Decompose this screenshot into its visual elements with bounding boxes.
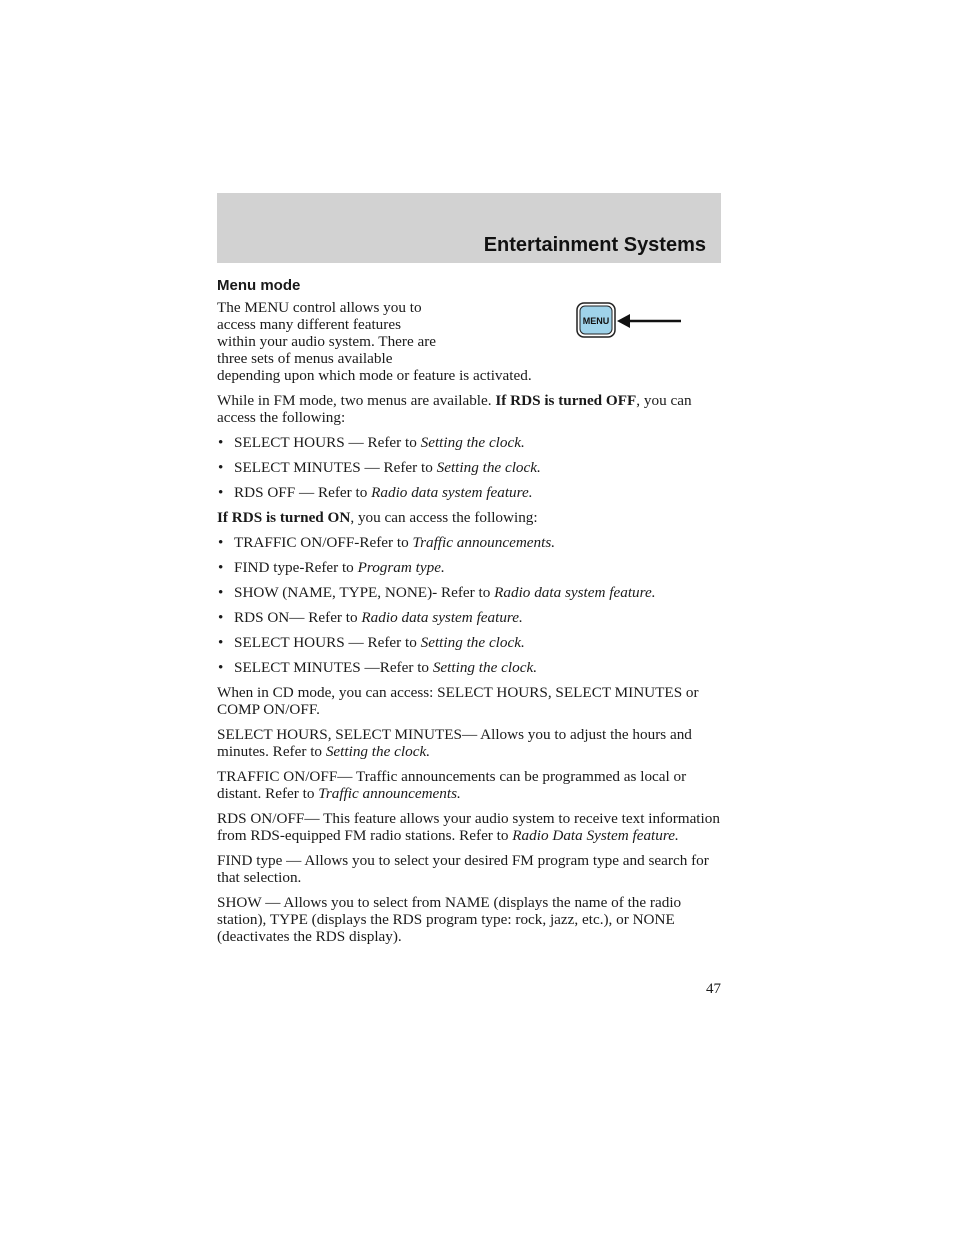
fm-mode-paragraph [217,392,721,426]
cross-reference: Setting the clock. [436,459,541,476]
intro-line: access many different features [217,316,401,333]
header-band [217,193,721,263]
cross-reference: Radio data system feature. [371,484,533,501]
rds-off-condition: If RDS is turned OFF [495,392,637,409]
intro-text [217,299,487,367]
page-content [217,276,721,953]
cross-reference: Setting the clock. [420,434,525,451]
menu-button-illustration [576,302,686,342]
fm-mode-text: While in FM mode, two menus are available. [217,392,496,409]
cross-reference: Radio Data System feature. [512,827,679,844]
intro-line: The MENU control allows you to [217,299,422,316]
find-type-paragraph: FIND type — Allows you to select your desired FM program type and search for that selection. [217,852,709,886]
list-item: • SELECT MINUTES —Refer to Setting the clock. [217,659,721,676]
rds-on-paragraph [217,509,721,526]
rds-onoff-paragraph: RDS ON/OFF— This feature allows your audio system to receive text information from RDS-equipped FM radio stations. Refer to Radio Data System feature. [217,810,720,844]
cross-reference: Program type. [357,559,445,576]
cross-reference: Setting the clock. [432,659,537,676]
show-paragraph: SHOW — Allows you to select from NAME (displays the name of the radio station), TYPE (displays the RDS program type: rock, jazz, etc.), or NONE (deactivates the RDS display). [217,894,682,945]
cross-reference: Radio data system feature. [361,609,523,626]
list-item: • SHOW (NAME, TYPE, NONE)- Refer to Radio data system feature. [217,584,721,601]
select-hours-paragraph: SELECT HOURS, SELECT MINUTES— Allows you to adjust the hours and minutes. Refer to Setting the clock. [217,726,692,760]
list-item: • FIND type-Refer to Program type. [217,559,721,576]
list-item: • SELECT HOURS — Refer to Setting the clock. [217,434,721,451]
cross-reference: Setting the clock. [420,634,525,651]
list-item: • TRAFFIC ON/OFF-Refer to Traffic announcements. [217,534,721,551]
list-item: • RDS OFF — Refer to Radio data system feature. [217,484,721,501]
intro-line: within your audio system. There are [217,333,437,350]
cross-reference: Radio data system feature. [494,584,656,601]
arrow-head-icon [617,314,630,328]
rds-off-menu-list [217,434,721,501]
list-item: • RDS ON— Refer to Radio data system feature. [217,609,721,626]
intro-block [217,299,721,384]
page-number: 47 [706,981,721,997]
list-item: • SELECT MINUTES — Refer to Setting the clock. [217,459,721,476]
page-header-title: Entertainment Systems [483,234,706,256]
cross-reference: Traffic announcements. [318,785,461,802]
intro-line: three sets of menus available [217,350,393,367]
fm-mode-text-end: , you can access the following: [217,392,692,426]
traffic-paragraph: TRAFFIC ON/OFF— Traffic announcements can be programmed as local or distant. Refer to Traffic announcements. [217,768,687,802]
menu-button-label: MENU [582,316,610,326]
rds-on-menu-list [217,534,721,676]
rds-on-condition: If RDS is turned ON [217,509,351,526]
cross-reference: Setting the clock. [325,743,430,760]
section-heading: Menu mode [217,277,301,294]
cross-reference: Traffic announcements. [412,534,556,551]
list-item: • SELECT HOURS — Refer to Setting the clock. [217,634,721,651]
rds-on-text: , you can access the following: [350,509,538,526]
cd-mode-paragraph: When in CD mode, you can access: SELECT HOURS, SELECT MINUTES or COMP ON/OFF. [217,684,699,718]
intro-tail: depending upon which mode or feature is activated. [217,367,532,384]
